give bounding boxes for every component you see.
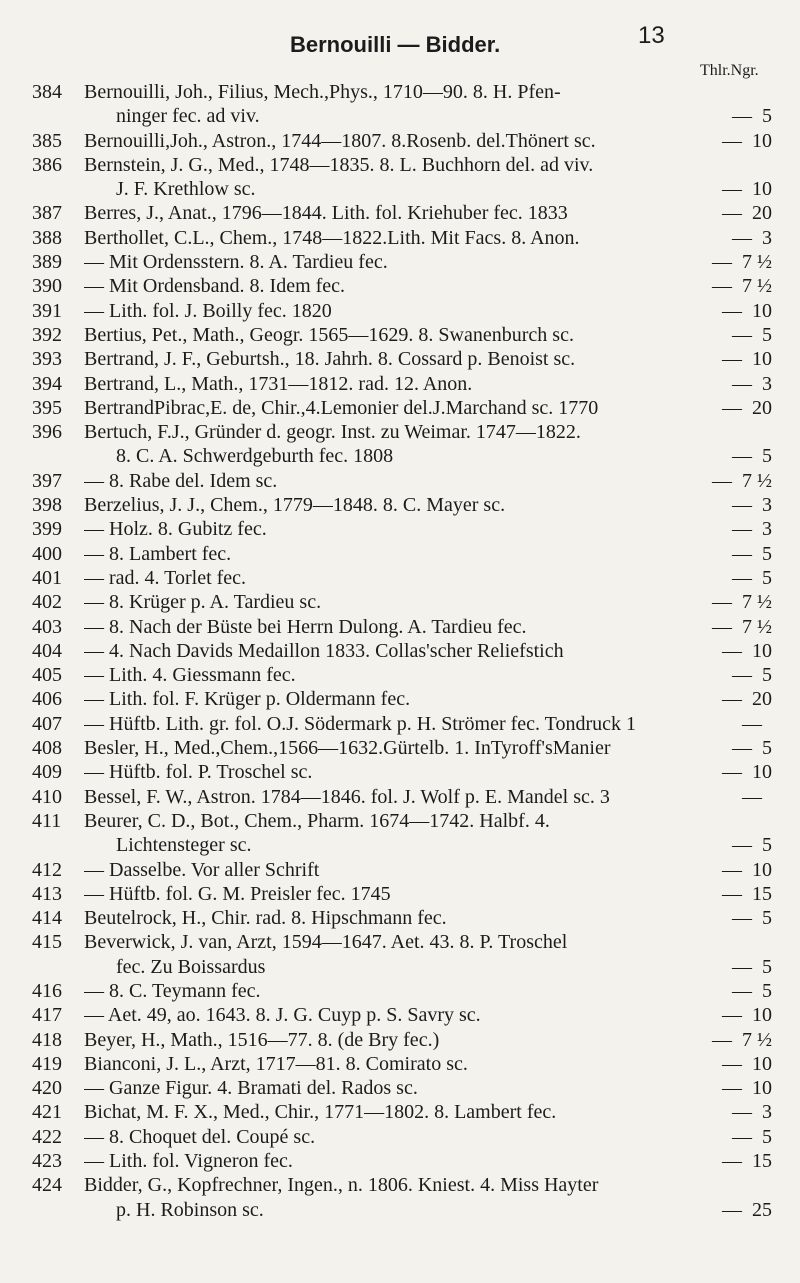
entry-price [692,542,772,566]
entry-price [692,493,772,517]
entry-text: — 8. Nach der Büste bei Herrn Dulong. A. Tardieu fec. [84,615,527,638]
entry-price [692,930,772,954]
price-value: 5 [762,566,772,589]
price-value: 5 [762,664,772,687]
entry-number: 403 [32,615,62,638]
entry-price [692,1125,772,1149]
catalog-entry [32,1052,772,1076]
price-value: 5 [762,955,772,978]
price-dash: — [732,542,752,565]
entry-number: 398 [32,494,62,517]
price-dash: — [722,1052,742,1075]
entry-text: Bernstein, J. G., Med., 1748—1835. 8. L. Buchhorn del. ad viv. [84,153,594,176]
catalog-entry [32,129,772,153]
catalog-entry [32,930,772,954]
price-dash: — [732,494,752,517]
catalog-entry [32,639,772,663]
entry-number: 397 [32,469,62,492]
catalog-entry [32,833,772,857]
catalog-entry [32,566,772,590]
entry-number: 413 [32,882,62,905]
price-dash: — [732,518,752,541]
price-value: 10 [752,299,772,322]
entry-price [692,906,772,930]
entry-number: 412 [32,858,62,881]
catalog-entry [32,420,772,444]
price-value: 10 [752,1004,772,1027]
price-value: 5 [762,323,772,346]
entry-number: 385 [32,129,62,152]
price-dash: — [722,202,742,225]
entry-price [692,517,772,541]
price-value: 3 [762,226,772,249]
entry-number: 399 [32,518,62,541]
entry-number: 396 [32,421,62,444]
catalog-entry [32,712,772,736]
price-dash: — [722,688,742,711]
catalog-entry [32,469,772,493]
entry-number: 394 [32,372,62,395]
entry-text: Bernouilli,Joh., Astron., 1744—1807. 8.Rosenb. del.Thönert sc. [84,129,596,152]
entry-number: 424 [32,1174,62,1197]
price-value: 20 [752,688,772,711]
entry-price [692,736,772,760]
price-dash: — [732,1125,752,1148]
entry-text: — Lith. fol. Vigneron fec. [84,1150,293,1173]
catalog-entry [32,201,772,225]
entry-text: — Hüftb. fol. P. Troschel sc. [84,761,313,784]
price-dash: — [732,323,752,346]
price-value: 7 ½ [742,275,772,298]
entry-number: 408 [32,737,62,760]
entry-text: Bernouilli, Joh., Filius, Mech.,Phys., 1710—90. 8. H. Pfen- [84,81,561,103]
entry-text: — Lith. fol. F. Krüger p. Oldermann fec. [84,688,411,711]
entry-price [692,153,772,177]
price-value: 10 [752,858,772,881]
entry-price [692,372,772,396]
price-value: 3 [762,1101,772,1124]
entry-number: 406 [32,688,62,711]
catalog-entry [32,347,772,371]
price-dash: — [722,882,742,905]
entry-price [692,785,772,809]
entry-text: — Hüftb. fol. G. M. Preisler fec. 1745 [84,882,391,905]
entry-price [692,323,772,347]
entry-price [692,1173,772,1197]
catalog-entry [32,177,772,201]
entry-number: 409 [32,761,62,784]
price-value: 5 [762,834,772,857]
catalog-entry [32,687,772,711]
price-value: 3 [762,372,772,395]
entry-text: Berzelius, J. J., Chem., 1779—1848. 8. C. Mayer sc. [84,494,506,517]
entry-text: — Hüftb. Lith. gr. fol. O.J. Södermark p. H. Strömer fec. Tondruck 1 [84,712,637,735]
entry-text: — rad. 4. Torlet fec. [84,566,247,589]
entry-number: 405 [32,664,62,687]
entry-price [692,615,772,639]
price-dash: — [732,664,752,687]
catalog-entry [32,323,772,347]
entry-price [692,201,772,225]
catalog-entry [32,1173,772,1197]
price-dash: — [742,712,762,735]
price-value: 15 [752,1150,772,1173]
entry-price [692,882,772,906]
price-value: 25 [752,1198,772,1221]
price-value: 5 [762,737,772,760]
catalog-entry [32,274,772,298]
entry-text: Bertuch, F.J., Gründer d. geogr. Inst. zu Weimar. 1747—1822. [84,421,581,444]
price-value: 5 [762,105,772,128]
price-dash: — [712,275,732,298]
entry-price [692,129,772,153]
price-value: 7 ½ [742,251,772,274]
price-dash: — [732,445,752,468]
entry-text: — Aet. 49, ao. 1643. 8. J. G. Cuyp p. S. Savry sc. [84,1004,481,1027]
price-value: 3 [762,518,772,541]
entry-text: — Lith. 4. Giessmann fec. [84,664,296,687]
entry-price [692,566,772,590]
entry-number: 400 [32,542,62,565]
catalog-entry [32,663,772,687]
entry-number: 388 [32,226,62,249]
entry-price [692,663,772,687]
catalog-entry [32,858,772,882]
entry-price [692,444,772,468]
catalog-entry [32,1149,772,1173]
entry-text: — Lith. fol. J. Boilly fec. 1820 [84,299,332,322]
price-dash: — [732,1101,752,1124]
price-dash: — [732,955,752,978]
entry-price [692,299,772,323]
price-dash: — [722,129,742,152]
entry-text: Bessel, F. W., Astron. 1784—1846. fol. J. Wolf p. E. Mandel sc. 3 [84,785,610,808]
catalog-entry [32,153,772,177]
price-value: 10 [752,639,772,662]
price-value: 5 [762,1125,772,1148]
entry-price [692,1003,772,1027]
catalog-entry [32,517,772,541]
currency-column-header: Thlr.Ngr. [700,62,759,79]
price-dash: — [722,1150,742,1173]
price-dash: — [722,1198,742,1221]
catalog-entry [32,250,772,274]
price-dash: — [722,1077,742,1100]
price-dash: — [722,858,742,881]
price-dash: — [732,737,752,760]
entry-text: — 8. Krüger p. A. Tardieu sc. [84,591,322,614]
catalog-entry [32,615,772,639]
entry-text: 8. C. A. Schwerdgeburth fec. 1808 [116,445,394,468]
entry-text: Beurer, C. D., Bot., Chem., Pharm. 1674—1742. Halbf. 4. [84,809,550,832]
catalog-entry [32,226,772,250]
entry-price [692,226,772,250]
price-dash: — [722,178,742,201]
price-value: 10 [752,348,772,371]
entry-price [692,979,772,1003]
entry-text: Bichat, M. F. X., Med., Chir., 1771—1802. 8. Lambert fec. [84,1101,557,1124]
catalog-entry [32,760,772,784]
entry-number: 401 [32,566,62,589]
catalog-entry [32,542,772,566]
catalog-entries [32,80,772,1222]
catalog-entry [32,493,772,517]
price-value: 5 [762,445,772,468]
price-value: 15 [752,882,772,905]
catalog-entry [32,1125,772,1149]
entry-text: Bidder, G., Kopfrechner, Ingen., n. 1806. Kniest. 4. Miss Hayter [84,1174,599,1197]
entry-number: 395 [32,396,62,419]
entry-price [692,420,772,444]
price-dash: — [742,785,762,808]
catalog-entry [32,955,772,979]
entry-text: ninger fec. ad viv. [116,105,260,128]
entry-text: Bertrand, L., Math., 1731—1812. rad. 12. Anon. [84,372,473,395]
price-value: 7 ½ [742,591,772,614]
price-dash: — [722,396,742,419]
price-dash: — [722,348,742,371]
entry-number: 415 [32,931,62,954]
page-header [0,22,800,58]
entry-price [692,639,772,663]
catalog-entry [32,1198,772,1222]
price-value: 5 [762,542,772,565]
entry-number: 416 [32,979,62,1002]
entry-text: Bertius, Pet., Math., Geogr. 1565—1629. 8. Swanenburch sc. [84,323,574,346]
catalog-entry [32,809,772,833]
entry-price [692,396,772,420]
price-value: 10 [752,1077,772,1100]
entry-price [692,1028,772,1052]
entry-text: — Mit Ordensband. 8. Idem fec. [84,275,346,298]
running-title: Bernouilli — Bidder. [290,32,501,57]
catalog-entry [32,1076,772,1100]
catalog-entry [32,1028,772,1052]
entry-price [692,809,772,833]
price-value: 10 [752,178,772,201]
entry-price [692,104,772,128]
entry-price [692,1198,772,1222]
entry-number: 384 [32,81,62,103]
entry-text: — 4. Nach Davids Medaillon 1833. Collas'scher Reliefstich [84,639,564,662]
entry-price [692,833,772,857]
entry-price [692,80,772,104]
catalog-entry [32,299,772,323]
price-dash: — [712,469,732,492]
catalog-entry [32,882,772,906]
price-dash: — [722,1004,742,1027]
entry-price [692,274,772,298]
price-dash: — [732,979,752,1002]
price-value: 7 ½ [742,1028,772,1051]
entry-number: 421 [32,1101,62,1124]
entry-text: — Dasselbe. Vor aller Schrift [84,858,320,881]
price-dash: — [722,639,742,662]
entry-number: 391 [32,299,62,322]
entry-price [692,590,772,614]
entry-text: Berthollet, C.L., Chem., 1748—1822.Lith. Mit Facs. 8. Anon. [84,226,580,249]
price-value: 20 [752,396,772,419]
catalog-entry [32,372,772,396]
entry-price [692,469,772,493]
entry-number: 411 [32,809,62,832]
price-dash: — [722,761,742,784]
price-value: 10 [752,761,772,784]
catalog-entry [32,1100,772,1124]
price-dash: — [732,834,752,857]
entry-text: — Ganze Figur. 4. Bramati del. Rados sc. [84,1077,418,1100]
catalog-entry [32,785,772,809]
entry-number: 410 [32,785,62,808]
entry-text: — 8. C. Teymann fec. [84,979,261,1002]
catalog-entry [32,396,772,420]
entry-price [692,955,772,979]
entry-number: 389 [32,251,62,274]
price-dash: — [712,1028,732,1051]
catalog-entry [32,104,772,128]
entry-text: Beverwick, J. van, Arzt, 1594—1647. Aet. 43. 8. P. Troschel [84,931,568,954]
entry-text: — 8. Choquet del. Coupé sc. [84,1125,316,1148]
price-value: 3 [762,494,772,517]
catalog-entry [32,1003,772,1027]
entry-text: p. H. Robinson sc. [116,1198,264,1221]
entry-number: 423 [32,1150,62,1173]
catalog-entry [32,736,772,760]
price-value: 5 [762,979,772,1002]
entry-text: — 8. Rabe del. Idem sc. [84,469,278,492]
entry-text: Beutelrock, H., Chir. rad. 8. Hipschmann fec. [84,907,447,930]
price-dash: — [732,372,752,395]
price-value: 7 ½ [742,469,772,492]
price-value: 7 ½ [742,615,772,638]
page-number: 13 [638,22,665,49]
entry-number: 402 [32,591,62,614]
entry-number: 404 [32,639,62,662]
entry-text: Berres, J., Anat., 1796—1844. Lith. fol. Kriehuber fec. 1833 [84,202,568,225]
price-value: 5 [762,907,772,930]
price-dash: — [732,105,752,128]
entry-price [692,712,772,736]
entry-text: BertrandPibrac,E. de, Chir.,4.Lemonier del.J.Marchand sc. 1770 [84,396,599,419]
entry-price [692,1052,772,1076]
entry-price [692,1100,772,1124]
entry-number: 414 [32,907,62,930]
catalog-entry [32,590,772,614]
entry-price [692,687,772,711]
price-dash: — [732,226,752,249]
entry-text: Beyer, H., Math., 1516—77. 8. (de Bry fec.) [84,1028,440,1051]
entry-text: fec. Zu Boissardus [116,955,266,978]
entry-text: Bianconi, J. L., Arzt, 1717—81. 8. Comirato sc. [84,1052,468,1075]
entry-text: — Mit Ordensstern. 8. A. Tardieu fec. [84,251,388,274]
catalog-entry [32,80,772,104]
price-dash: — [722,299,742,322]
entry-price [692,760,772,784]
price-dash: — [712,615,732,638]
entry-text: — 8. Lambert fec. [84,542,232,565]
catalog-entry [32,906,772,930]
entry-price [692,858,772,882]
entry-number: 386 [32,153,62,176]
entry-text: — Holz. 8. Gubitz fec. [84,518,267,541]
entry-price [692,347,772,371]
entry-text: Lichtensteger sc. [116,834,252,857]
entry-number: 417 [32,1004,62,1027]
catalog-entry [32,979,772,1003]
entry-price [692,177,772,201]
price-dash: — [712,251,732,274]
price-dash: — [712,591,732,614]
catalog-entry [32,444,772,468]
entry-price [692,250,772,274]
entry-number: 418 [32,1028,62,1051]
entry-price [692,1076,772,1100]
price-value: 20 [752,202,772,225]
entry-number: 390 [32,275,62,298]
entry-price [692,1149,772,1173]
price-dash: — [732,907,752,930]
entry-text: Besler, H., Med.,Chem.,1566—1632.Gürtelb. 1. InTyroff'sManier [84,737,611,760]
price-value: 10 [752,129,772,152]
price-value: 10 [752,1052,772,1075]
entry-number: 393 [32,348,62,371]
price-dash: — [732,566,752,589]
entry-number: 407 [32,712,62,735]
entry-number: 392 [32,323,62,346]
entry-text: J. F. Krethlow sc. [116,178,256,201]
entry-number: 420 [32,1077,62,1100]
entry-number: 419 [32,1052,62,1075]
entry-number: 422 [32,1125,62,1148]
entry-text: Bertrand, J. F., Geburtsh., 18. Jahrh. 8. Cossard p. Benoist sc. [84,348,576,371]
entry-number: 387 [32,202,62,225]
